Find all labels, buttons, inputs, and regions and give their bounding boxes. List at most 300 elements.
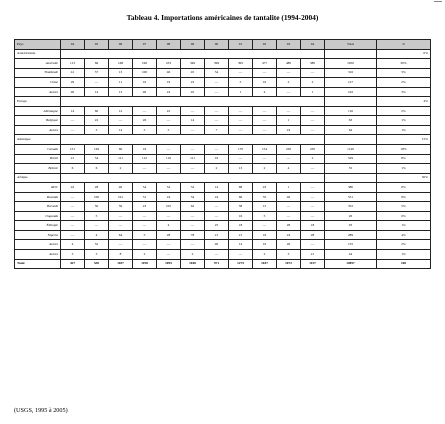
data-cell: — — [301, 183, 325, 193]
data-cell: 13 — [109, 87, 133, 97]
data-cell: — — [61, 125, 85, 135]
data-cell: 34 — [205, 68, 229, 78]
data-cell: 1095 — [157, 259, 181, 269]
data-cell: 352 — [325, 202, 377, 212]
data-cell: 1198 — [133, 259, 157, 269]
region-percent: 0% — [377, 49, 431, 59]
table-row — [15, 202, 431, 212]
data-cell: 4 — [253, 87, 277, 97]
row-label: Total — [15, 259, 61, 269]
data-cell: 24 — [157, 87, 181, 97]
data-cell: 16 — [253, 230, 277, 240]
data-cell: — — [205, 87, 229, 97]
header-cell: 02 — [253, 40, 277, 50]
data-cell: 5 — [133, 230, 157, 240]
data-cell: 32 — [181, 183, 205, 193]
data-cell: — — [205, 145, 229, 155]
header-cell: 00 — [205, 40, 229, 50]
data-cell: 21 — [229, 230, 253, 240]
data-cell: 116 — [325, 106, 377, 116]
data-cell: 59 — [109, 202, 133, 212]
data-cell: 5% — [377, 202, 431, 212]
region-spacer — [61, 49, 325, 59]
data-cell: 18 — [229, 221, 253, 231]
data-cell: 4% — [377, 230, 431, 240]
data-cell: — — [277, 154, 301, 164]
table-row — [15, 164, 431, 174]
data-cell: 5 — [157, 125, 181, 135]
data-cell: — — [181, 211, 205, 221]
data-cell: 43 — [253, 183, 277, 193]
data-cell: — — [61, 202, 85, 212]
data-cell: 191 — [109, 192, 133, 202]
data-cell: — — [205, 250, 229, 260]
data-cell: 190 — [133, 59, 157, 69]
header-cell: 04 — [301, 40, 325, 50]
data-cell: 1950 — [325, 59, 377, 69]
data-cell: 1% — [377, 250, 431, 260]
data-cell: 112 — [133, 154, 157, 164]
data-cell: 16 — [253, 78, 277, 88]
data-cell: 24 — [205, 192, 229, 202]
data-cell: 24 — [157, 192, 181, 202]
data-cell: 13 — [229, 164, 253, 174]
data-cell: 1% — [377, 125, 431, 135]
row-label: Autres — [15, 240, 61, 250]
data-cell: 168 — [109, 59, 133, 69]
data-cell: 24 — [277, 125, 301, 135]
header-cell: 01 — [229, 40, 253, 50]
data-cell: 78 — [181, 230, 205, 240]
data-cell: 19 — [253, 240, 277, 250]
data-cell: — — [181, 164, 205, 174]
data-cell: 35 — [253, 192, 277, 202]
data-cell: — — [301, 106, 325, 116]
row-label: Chine — [15, 78, 61, 88]
data-cell: 66 — [85, 59, 109, 69]
data-cell: 6% — [377, 183, 431, 193]
data-cell: — — [277, 68, 301, 78]
data-cell: 1 — [301, 87, 325, 97]
data-cell: 3% — [377, 87, 431, 97]
data-cell: 395 — [229, 59, 253, 69]
region-spacer — [61, 97, 325, 107]
data-cell: 192 — [325, 87, 377, 97]
data-cell: 100 — [377, 259, 431, 269]
data-cell: — — [301, 164, 325, 174]
table-row — [15, 230, 431, 240]
region-label: Asie/Océanie — [15, 49, 61, 59]
data-cell: 37 — [85, 68, 109, 78]
table-row — [15, 125, 431, 135]
data-cell: — — [277, 211, 301, 221]
data-cell: 1 — [277, 183, 301, 193]
region-label: Afrique — [15, 173, 61, 183]
data-cell: 40 — [61, 87, 85, 97]
data-cell: 12 — [109, 106, 133, 116]
data-cell: — — [109, 116, 133, 126]
data-cell: 1% — [377, 164, 431, 174]
data-cell: 29 — [61, 78, 85, 88]
data-cell: — — [85, 221, 109, 231]
data-cell: 154 — [253, 145, 277, 155]
data-cell: 34 — [85, 154, 109, 164]
data-cell: 1157 — [301, 259, 325, 269]
data-cell: 25 — [205, 221, 229, 231]
data-cell: — — [157, 250, 181, 260]
corner-mark — [434, 1, 442, 4]
data-cell: 60 — [109, 145, 133, 155]
data-cell: 2 — [301, 78, 325, 88]
data-cell: 30% — [377, 59, 431, 69]
row-label: Bolivie — [15, 164, 61, 174]
data-cell: 380 — [325, 183, 377, 193]
data-cell: — — [181, 125, 205, 135]
table-row — [15, 240, 431, 250]
data-cell: 5 — [253, 211, 277, 221]
data-cell: 60 — [85, 106, 109, 116]
data-cell: 22 — [157, 106, 181, 116]
data-cell: — — [157, 145, 181, 155]
header-cell: Pays — [15, 40, 61, 50]
data-cell: 23 — [133, 202, 157, 212]
data-cell: 2 — [277, 78, 301, 88]
data-cell: 1275 — [229, 259, 253, 269]
data-cell: 1187 — [109, 259, 133, 269]
table-row — [15, 59, 431, 69]
table-row — [15, 211, 431, 221]
data-cell: — — [133, 221, 157, 231]
header-cell: 95 — [85, 40, 109, 50]
data-cell: 5% — [377, 68, 431, 78]
data-cell: — — [181, 106, 205, 116]
data-cell: 127 — [325, 78, 377, 88]
data-cell: 26 — [325, 211, 377, 221]
region-percent: 15% — [377, 135, 431, 145]
data-cell: 1047 — [253, 259, 277, 269]
row-label: Brésil — [15, 154, 61, 164]
data-cell: 170 — [229, 145, 253, 155]
row-label: Autres — [15, 87, 61, 97]
data-cell: 28 — [301, 230, 325, 240]
data-cell: — — [61, 230, 85, 240]
data-cell: 2 — [253, 164, 277, 174]
data-cell: 3 — [61, 250, 85, 260]
data-cell: 2 — [205, 164, 229, 174]
data-cell: 5 — [85, 211, 109, 221]
data-cell: 3 — [85, 250, 109, 260]
table-row — [15, 145, 431, 155]
table-row — [15, 87, 431, 97]
data-cell: — — [229, 116, 253, 126]
data-cell: 119 — [157, 154, 181, 164]
data-cell: 21 — [205, 230, 229, 240]
row-label: Australie — [15, 59, 61, 69]
data-cell: — — [301, 125, 325, 135]
region-row — [15, 173, 431, 183]
data-cell: 551 — [325, 192, 377, 202]
data-cell: — — [133, 211, 157, 221]
data-cell: 8 — [109, 250, 133, 260]
data-cell: 2% — [377, 78, 431, 88]
data-cell: 42 — [61, 183, 85, 193]
data-cell: 4 — [157, 221, 181, 231]
row-label: Rwanda — [15, 192, 61, 202]
data-cell: 14 — [205, 183, 229, 193]
data-cell: 2 — [133, 250, 157, 260]
data-cell: 93 — [325, 221, 377, 231]
data-cell: 14 — [181, 116, 205, 126]
table-row — [15, 183, 431, 193]
data-cell: 35 — [325, 164, 377, 174]
data-cell: — — [229, 154, 253, 164]
header-cell: % — [377, 40, 431, 50]
region-percent: 4% — [377, 97, 431, 107]
table-header-row — [15, 40, 431, 50]
data-cell: — — [109, 221, 133, 231]
data-cell: 530 — [85, 259, 109, 269]
data-cell: — — [133, 106, 157, 116]
data-cell: — — [277, 202, 301, 212]
data-cell: 26 — [133, 116, 157, 126]
data-cell: 18 — [301, 221, 325, 231]
data-cell: — — [301, 68, 325, 78]
data-cell: 14 — [109, 125, 133, 135]
data-cell: — — [229, 106, 253, 116]
data-cell: — — [61, 221, 85, 231]
data-cell: 14 — [85, 87, 109, 97]
data-cell: 1 — [277, 116, 301, 126]
data-cell: — — [157, 240, 181, 250]
data-cell: 3 — [85, 125, 109, 135]
data-cell: 2 — [109, 164, 133, 174]
data-cell: 22 — [85, 116, 109, 126]
data-cell: 18% — [377, 145, 431, 155]
header-cell: 94 — [61, 40, 85, 50]
data-cell: 131 — [61, 145, 85, 155]
data-cell: 1% — [377, 221, 431, 231]
data-cell: — — [205, 211, 229, 221]
data-cell: 16 — [133, 78, 157, 88]
data-cell: 1 — [229, 87, 253, 97]
data-cell: — — [205, 202, 229, 212]
data-cell: 6 — [61, 164, 85, 174]
data-cell: 62 — [181, 202, 205, 212]
data-cell: 236 — [277, 145, 301, 155]
header-cell: 03 — [277, 40, 301, 50]
source-note: (USGS, 1995 à 2005) — [14, 407, 68, 414]
table-row — [15, 250, 431, 260]
imports-table — [14, 39, 431, 269]
data-cell: — — [157, 211, 181, 221]
data-cell: — — [229, 125, 253, 135]
data-cell: 7 — [205, 125, 229, 135]
data-cell: 599 — [205, 59, 229, 69]
data-cell: 40 — [205, 240, 229, 250]
table-title: Tableau 4. Importations américaines de tantalite (1994-2004) — [126, 13, 319, 22]
data-cell: 2 — [253, 250, 277, 260]
region-total-cell — [325, 49, 377, 59]
data-cell: 10857 — [325, 259, 377, 269]
data-cell: 111 — [109, 154, 133, 164]
data-cell: 316 — [325, 68, 377, 78]
data-cell: — — [301, 116, 325, 126]
data-cell: 19 — [157, 78, 181, 88]
row-label: Burundi — [15, 202, 61, 212]
header-cell: 97 — [133, 40, 157, 50]
row-label: Ouganda — [15, 211, 61, 221]
data-cell: 34 — [181, 192, 205, 202]
data-cell: — — [301, 192, 325, 202]
data-cell: 64 — [325, 125, 377, 135]
data-cell: — — [85, 78, 109, 88]
row-label: Autres — [15, 250, 61, 260]
row-label: Belgique — [15, 116, 61, 126]
data-cell: 155 — [325, 240, 377, 250]
data-cell: 14 — [61, 106, 85, 116]
data-cell: — — [133, 240, 157, 250]
data-cell: 1149 — [325, 145, 377, 155]
region-label: Amérique — [15, 135, 61, 145]
data-cell: 0% — [377, 211, 431, 221]
data-cell: — — [157, 116, 181, 126]
region-row — [15, 49, 431, 59]
data-cell: 580 — [301, 59, 325, 69]
data-cell: — — [253, 221, 277, 231]
data-cell: 9% — [377, 192, 431, 202]
data-cell: — — [301, 211, 325, 221]
data-cell: 13 — [109, 68, 133, 78]
data-cell: — — [253, 125, 277, 135]
header-cell: Total — [325, 40, 377, 50]
row-label: Nigeria — [15, 230, 61, 240]
region-total-cell — [325, 173, 377, 183]
data-cell: 16 — [229, 211, 253, 221]
data-cell: — — [205, 116, 229, 126]
data-cell: 46 — [109, 183, 133, 193]
data-cell: — — [253, 106, 277, 116]
region-spacer — [61, 173, 325, 183]
data-cell: 5 — [229, 78, 253, 88]
data-cell: 8% — [377, 154, 431, 164]
table-row — [15, 68, 431, 78]
data-cell: — — [181, 221, 205, 231]
data-cell: — — [61, 192, 85, 202]
data-cell: 113 — [61, 59, 85, 69]
data-cell: 230 — [301, 145, 325, 155]
region-label: Europe — [15, 97, 61, 107]
data-cell: — — [277, 87, 301, 97]
data-cell: 480 — [277, 59, 301, 69]
data-cell: 64 — [109, 230, 133, 240]
data-cell: — — [205, 106, 229, 116]
table-row — [15, 78, 431, 88]
region-row — [15, 135, 431, 145]
data-cell: 11 — [109, 78, 133, 88]
row-label: Allemagne — [15, 106, 61, 116]
data-cell: 46 — [157, 68, 181, 78]
data-cell: 105 — [157, 202, 181, 212]
data-cell: — — [109, 240, 133, 250]
data-cell: — — [253, 154, 277, 164]
region-total-cell — [325, 135, 377, 145]
data-cell: 4 — [85, 230, 109, 240]
data-cell: 233 — [157, 59, 181, 69]
data-cell: 100 — [85, 192, 109, 202]
data-cell: 2% — [377, 106, 431, 116]
data-cell: 6 — [85, 164, 109, 174]
data-cell: — — [229, 250, 253, 260]
row-label: Autres — [15, 125, 61, 135]
data-cell: 52 — [157, 183, 181, 193]
table-row — [15, 106, 431, 116]
data-cell: 45 — [181, 68, 205, 78]
data-cell: 28 — [277, 221, 301, 231]
row-label: Canada — [15, 145, 61, 155]
data-cell: 971 — [205, 259, 229, 269]
data-cell: 111 — [181, 154, 205, 164]
data-cell: 66 — [229, 192, 253, 202]
data-cell: 24 — [277, 230, 301, 240]
data-cell: — — [157, 164, 181, 174]
data-cell: 54 — [133, 183, 157, 193]
data-cell: 63 — [325, 116, 377, 126]
data-cell: 1048 — [181, 259, 205, 269]
row-label: RDC — [15, 183, 61, 193]
data-cell: — — [277, 106, 301, 116]
data-cell: 49 — [133, 87, 157, 97]
data-cell: 26 — [277, 240, 301, 250]
region-spacer — [61, 135, 325, 145]
data-cell: 31 — [133, 192, 157, 202]
data-cell: 21 — [61, 154, 85, 164]
data-cell: 68 — [229, 183, 253, 193]
data-cell: 5 — [133, 125, 157, 135]
data-cell: 19 — [205, 154, 229, 164]
header-cell: 96 — [109, 40, 133, 50]
data-cell: 149 — [85, 145, 109, 155]
data-cell: — — [253, 68, 277, 78]
data-cell: 41 — [61, 68, 85, 78]
data-cell: 529 — [325, 154, 377, 164]
data-cell: 46 — [277, 192, 301, 202]
data-cell: 44 — [325, 250, 377, 260]
header-cell: 99 — [181, 40, 205, 50]
data-cell: 21 — [301, 250, 325, 260]
table-row — [15, 154, 431, 164]
table-row — [15, 192, 431, 202]
region-row — [15, 97, 431, 107]
region-percent: 30% — [377, 173, 431, 183]
data-cell: 45 — [181, 87, 205, 97]
data-cell: — — [109, 211, 133, 221]
data-cell: 50 — [85, 202, 109, 212]
data-cell: 28 — [85, 183, 109, 193]
data-cell: 2% — [377, 240, 431, 250]
data-cell: 1% — [377, 116, 431, 126]
row-label: Thaïlande — [15, 68, 61, 78]
data-cell: 3 — [277, 250, 301, 260]
region-total-cell — [325, 97, 377, 107]
data-cell: 289 — [325, 230, 377, 240]
data-cell: 4 — [61, 240, 85, 250]
data-cell: — — [301, 240, 325, 250]
data-cell: — — [181, 145, 205, 155]
data-cell: 28 — [157, 230, 181, 240]
data-cell: 477 — [253, 59, 277, 69]
data-cell: — — [205, 78, 229, 88]
data-cell: — — [61, 116, 85, 126]
